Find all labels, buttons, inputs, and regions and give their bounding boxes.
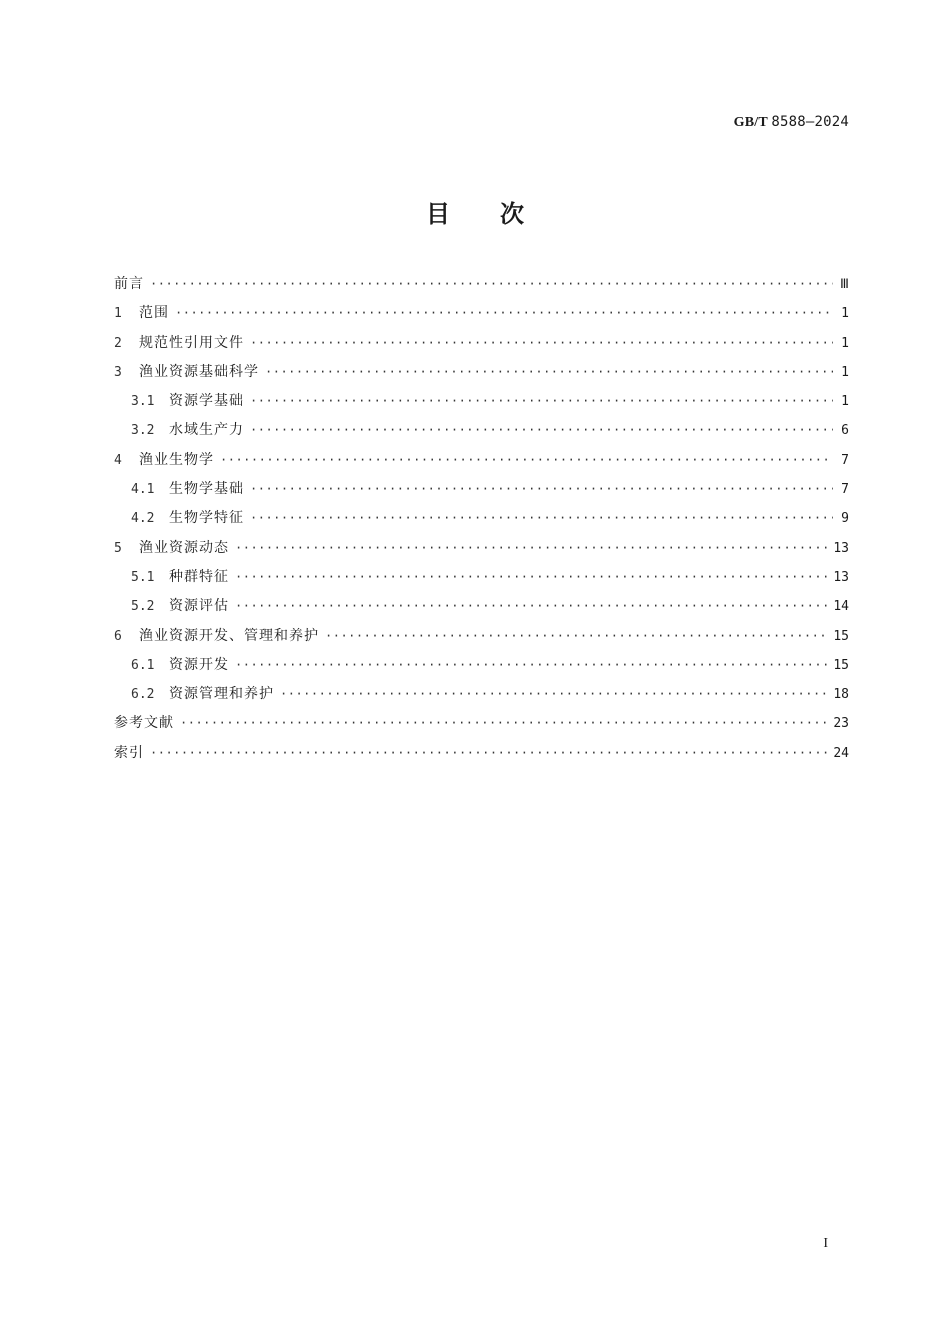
toc-entry-number: 3 [114, 364, 122, 380]
toc-entry-page: 15 [833, 657, 849, 673]
toc-entry-number: 5.2 [131, 599, 155, 615]
dot-leader [150, 270, 833, 299]
toc-entry[interactable] [114, 387, 849, 416]
toc-entry-title: 资源开发 [169, 656, 229, 673]
dot-leader [265, 358, 833, 387]
toc-entry-page: 15 [833, 628, 849, 644]
dot-leader [235, 563, 827, 592]
toc-entry-page: 1 [841, 364, 849, 380]
toc-entry[interactable] [114, 299, 849, 328]
toc-entry-title: 种群特征 [169, 568, 229, 585]
toc-entry-page: 18 [833, 687, 849, 703]
dot-leader [175, 299, 833, 328]
toc-entry[interactable] [114, 329, 849, 358]
toc-entry-page: 6 [841, 423, 849, 439]
toc-entry[interactable] [114, 563, 849, 592]
toc-entry[interactable] [114, 651, 849, 680]
toc-entry-page: 13 [833, 540, 849, 556]
toc-entry-number: 5.1 [131, 569, 155, 585]
toc-entry-title: 渔业生物学 [139, 451, 214, 468]
toc-entry-page: 24 [833, 745, 849, 761]
dot-leader [235, 534, 827, 563]
toc-entry-number: 6.2 [131, 687, 155, 703]
toc-entry-title: 生物学基础 [169, 481, 244, 498]
toc-entry-number: 4.1 [131, 482, 155, 498]
toc-entry-page: 1 [841, 335, 849, 351]
toc-entry-title: 渔业资源动态 [139, 539, 229, 556]
toc-entry-title: 范围 [139, 305, 169, 322]
toc-entry-number: 5 [114, 540, 122, 556]
toc-entry-page: 1 [841, 306, 849, 322]
dot-leader [250, 329, 833, 358]
toc-entry-title: 资源管理和养护 [169, 686, 274, 703]
dot-leader [150, 739, 827, 768]
toc-entry-number: 3.1 [131, 394, 155, 410]
toc-entry-title: 资源评估 [169, 598, 229, 615]
toc-entry-page: 9 [841, 511, 849, 527]
page-title: 目次 [426, 200, 574, 228]
dot-leader [250, 475, 833, 504]
standard-code [734, 114, 849, 131]
toc-entry-title: 资源学基础 [169, 393, 244, 410]
toc-entry[interactable] [114, 622, 849, 651]
toc-entry[interactable] [114, 446, 849, 475]
toc-entry-number: 3.2 [131, 423, 155, 439]
toc-entry-title: 渔业资源开发、管理和养护 [139, 627, 319, 644]
toc-entry-title: 参考文献 [114, 715, 174, 732]
toc-entry-page: 13 [833, 569, 849, 585]
toc-entry-page: 1 [841, 394, 849, 410]
toc-entry[interactable] [114, 270, 849, 299]
toc-entry[interactable] [114, 416, 849, 445]
toc-entry[interactable] [114, 504, 849, 533]
standard-number: 8588—2024 [771, 114, 849, 130]
toc-entry-number: 4 [114, 452, 122, 468]
toc-entry-number: 2 [114, 335, 122, 351]
toc-entry-page: 14 [833, 599, 849, 615]
footer-page-number: I [823, 1236, 828, 1251]
toc-entry[interactable] [114, 709, 849, 738]
toc-entry-title: 前言 [114, 276, 144, 292]
toc-entry-page: 7 [841, 482, 849, 498]
toc-entry-page: Ⅲ [840, 277, 849, 292]
toc-entry-title: 生物学特征 [169, 510, 244, 527]
toc-entry-title: 索引 [114, 744, 144, 761]
toc-entry-number: 6.1 [131, 657, 155, 673]
toc-entry-number: 6 [114, 628, 122, 644]
toc-entry-page: 23 [833, 716, 849, 732]
toc-entry-page: 7 [841, 452, 849, 468]
toc-entry-title: 规范性引用文件 [139, 334, 244, 351]
dot-leader [220, 446, 833, 475]
toc-entry[interactable] [114, 534, 849, 563]
dot-leader [325, 622, 827, 651]
dot-leader [250, 504, 833, 533]
dot-leader [280, 680, 827, 709]
toc-entry-title: 水域生产力 [169, 422, 244, 439]
standard-prefix: GB/T [733, 115, 768, 130]
toc-entry[interactable] [114, 358, 849, 387]
table-of-contents [114, 270, 849, 768]
toc-entry[interactable] [114, 739, 849, 768]
dot-leader [180, 709, 827, 738]
dot-leader [250, 416, 833, 445]
toc-entry-number: 1 [114, 306, 122, 322]
dot-leader [235, 651, 827, 680]
toc-entry-number: 4.2 [131, 511, 155, 527]
dot-leader [250, 387, 833, 416]
toc-entry[interactable] [114, 680, 849, 709]
dot-leader [235, 592, 827, 621]
toc-entry-title: 渔业资源基础科学 [139, 363, 259, 380]
toc-entry[interactable] [114, 475, 849, 504]
toc-entry[interactable] [114, 592, 849, 621]
